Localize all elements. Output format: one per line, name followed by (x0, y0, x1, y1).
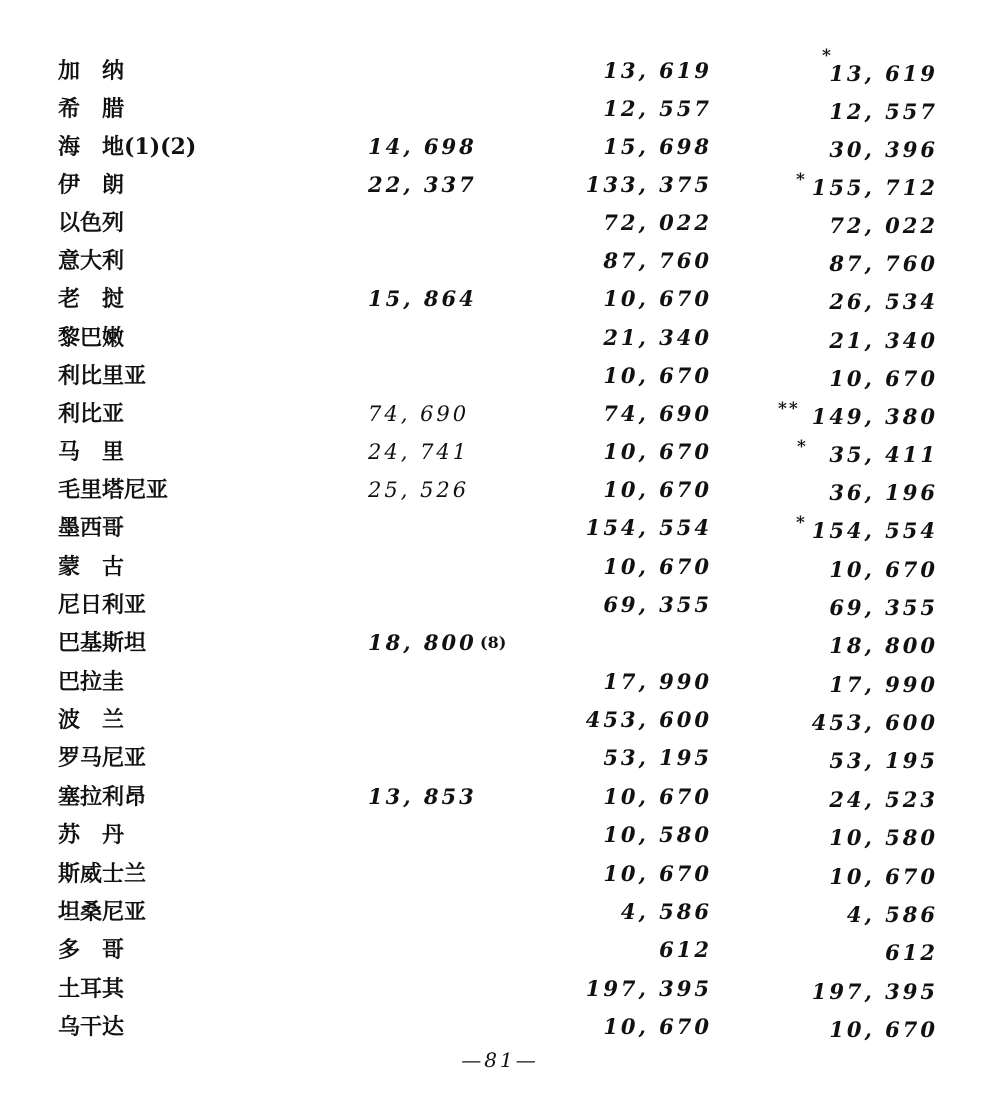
value-total: 154, 554 (811, 518, 938, 543)
country-name: 以色列 (58, 210, 125, 236)
table-row (0, 820, 1000, 858)
table-row (0, 935, 1000, 973)
value-col1: 22, 337 (368, 172, 477, 197)
value-col2: 12, 557 (603, 96, 712, 121)
country-name: 巴拉圭 (58, 669, 125, 695)
value-total: 30, 396 (829, 137, 938, 162)
value-total: 26, 534 (829, 289, 938, 314)
value-total: 155, 712 (811, 175, 938, 200)
value-total: 10, 670 (829, 366, 938, 391)
asterisk-mark: * (796, 513, 807, 533)
value-col1: 25, 526 (368, 478, 470, 502)
asterisk-mark: ** (778, 399, 800, 419)
value-col2: 10, 670 (603, 286, 712, 311)
value-total: 197, 395 (811, 979, 938, 1004)
value-col2: 87, 760 (603, 248, 712, 273)
value-col2: 72, 022 (603, 210, 712, 235)
table-row (0, 46, 1000, 94)
country-name: 老 挝 (58, 286, 125, 312)
table-row (0, 94, 1000, 132)
page-number: —81— (461, 1048, 539, 1072)
country-name: 蒙 古 (58, 554, 125, 580)
country-name: 黎巴嫩 (58, 325, 125, 351)
country-name: 巴基斯坦 (58, 630, 147, 656)
value-col2: 453, 600 (585, 707, 712, 732)
table-row (0, 859, 1000, 897)
value-total: 10, 670 (829, 557, 938, 582)
value-col2: 17, 990 (603, 669, 712, 694)
table-row (0, 284, 1000, 322)
value-total: 17, 990 (829, 672, 938, 697)
asterisk-mark: * (797, 437, 808, 457)
value-col2: 10, 670 (603, 1014, 712, 1039)
table-row (0, 897, 1000, 935)
country-name: 塞拉利昂 (58, 784, 147, 810)
value-col1: 14, 698 (368, 134, 477, 159)
value-col2: 4, 586 (620, 899, 712, 924)
value-total: 453, 600 (811, 710, 938, 735)
value-total: 72, 022 (829, 213, 938, 238)
value-col2: 10, 580 (603, 822, 712, 847)
asterisk-mark: * (822, 46, 833, 66)
value-total: 87, 760 (829, 251, 938, 276)
country-name: 苏 丹 (58, 822, 125, 848)
value-col2: 10, 670 (603, 477, 712, 502)
value-total: 4, 586 (846, 902, 938, 927)
country-name: 伊 朗 (58, 172, 125, 198)
country-name: 利比亚 (58, 401, 125, 427)
value-col2: 10, 670 (603, 554, 712, 579)
value-total: 12, 557 (829, 99, 938, 124)
footnote-ref: (8) (480, 633, 507, 652)
value-col2: 10, 670 (603, 439, 712, 464)
country-name: 土耳其 (58, 976, 125, 1002)
value-total: 13, 619 (829, 61, 938, 86)
country-name: 罗马尼亚 (58, 745, 147, 771)
country-name: 波 兰 (58, 707, 125, 733)
table-row (0, 132, 1000, 170)
table-row (0, 170, 1000, 208)
value-col2: 21, 340 (603, 325, 712, 350)
table-row (0, 552, 1000, 590)
value-total: 35, 411 (829, 442, 938, 467)
value-col2: 10, 670 (603, 784, 712, 809)
country-name: 利比里亚 (58, 363, 147, 389)
country-name: 希 腊 (58, 96, 125, 122)
value-col1: 24, 741 (368, 440, 470, 464)
value-col1: 15, 864 (368, 286, 477, 311)
table-row (0, 513, 1000, 551)
value-total: 10, 580 (829, 825, 938, 850)
value-total: 21, 340 (829, 328, 938, 353)
value-col1: 74, 690 (368, 402, 470, 426)
table-row (0, 399, 1000, 437)
table-row (0, 782, 1000, 820)
table-row (0, 208, 1000, 246)
value-col1: 18, 800 (368, 630, 477, 655)
value-col2: 10, 670 (603, 363, 712, 388)
value-total: 24, 523 (829, 787, 938, 812)
asterisk-mark: * (796, 170, 807, 190)
value-col1: 13, 853 (368, 784, 477, 809)
value-total: 149, 380 (811, 404, 938, 429)
table-row (0, 628, 1000, 666)
table-row (0, 1012, 1000, 1050)
table-row (0, 437, 1000, 475)
country-name: 墨西哥 (58, 515, 125, 541)
value-col2: 13, 619 (603, 58, 712, 83)
country-name: 斯威士兰 (58, 861, 147, 887)
table-row (0, 590, 1000, 628)
country-name: 多 哥 (58, 937, 125, 963)
value-total: 53, 195 (829, 748, 938, 773)
value-total: 18, 800 (829, 633, 938, 658)
value-col2: 15, 698 (603, 134, 712, 159)
value-col2: 74, 690 (603, 401, 712, 426)
value-total: 69, 355 (829, 595, 938, 620)
country-name: 海 地(1)(2) (58, 134, 197, 160)
value-col2: 53, 195 (603, 745, 712, 770)
value-total: 36, 196 (829, 480, 938, 505)
value-col2: 69, 355 (603, 592, 712, 617)
value-total: 10, 670 (829, 864, 938, 889)
value-total: 612 (885, 940, 938, 965)
table-row (0, 246, 1000, 284)
table-row (0, 323, 1000, 361)
table-row (0, 705, 1000, 743)
table-row (0, 743, 1000, 781)
value-col2: 197, 395 (585, 976, 712, 1001)
table-row (0, 667, 1000, 705)
country-name: 尼日利亚 (58, 592, 147, 618)
table-row (0, 974, 1000, 1012)
country-name: 毛里塔尼亚 (58, 477, 169, 503)
value-col2: 133, 375 (585, 172, 712, 197)
table-row (0, 475, 1000, 513)
country-name: 意大利 (58, 248, 125, 274)
country-name: 马 里 (58, 439, 125, 465)
country-name: 加 纳 (58, 58, 125, 84)
table-row (0, 361, 1000, 399)
value-total: 10, 670 (829, 1017, 938, 1042)
country-name: 坦桑尼亚 (58, 899, 147, 925)
country-name: 乌干达 (58, 1014, 125, 1040)
value-col2: 612 (659, 937, 712, 962)
value-col2: 154, 554 (585, 515, 712, 540)
value-col2: 10, 670 (603, 861, 712, 886)
